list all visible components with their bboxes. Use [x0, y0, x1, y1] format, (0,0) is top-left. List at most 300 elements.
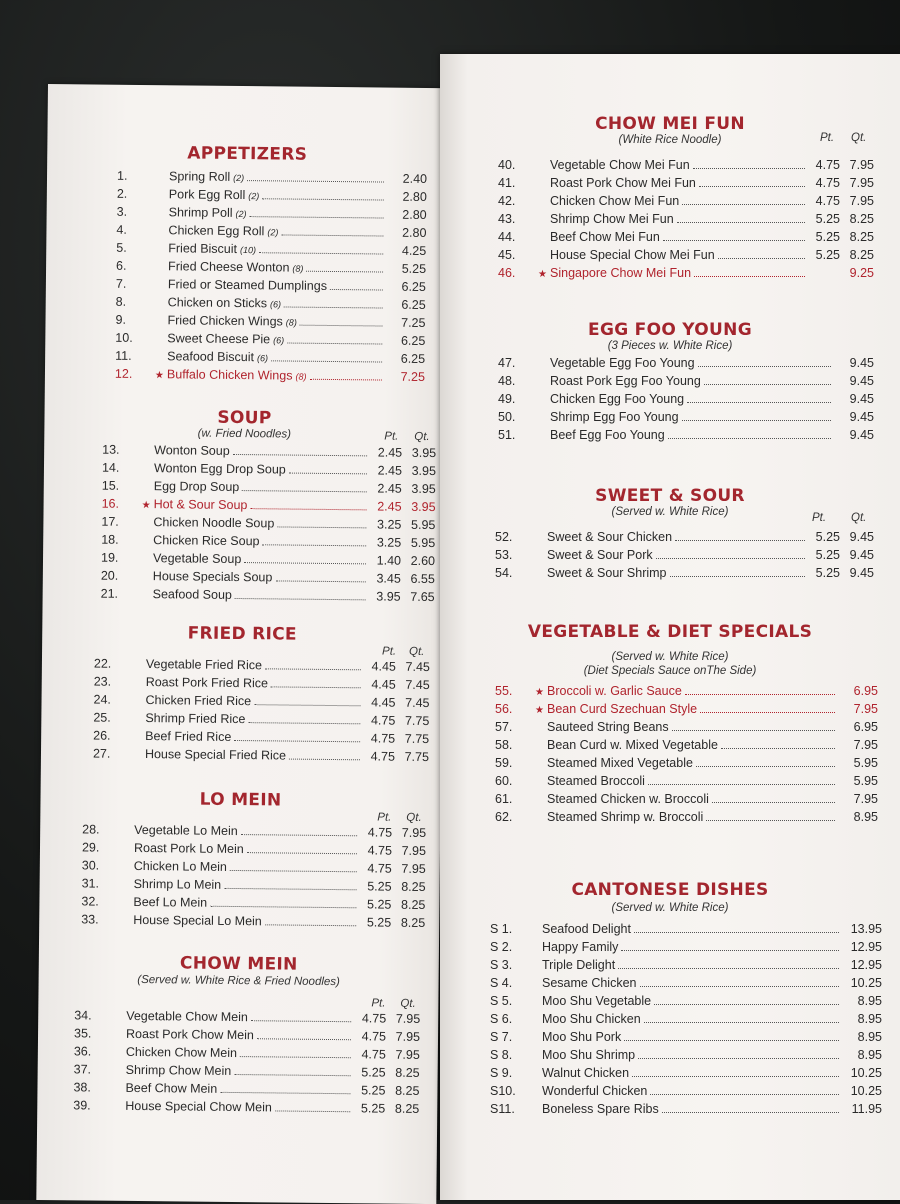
lo-mein-section	[41, 788, 441, 792]
quart-price: 7.45	[396, 678, 430, 692]
menu-item	[73, 1098, 419, 1120]
dot-leader	[696, 766, 835, 767]
item-number: S 7.	[490, 1030, 530, 1044]
item-name: House Special Lo Mein	[133, 913, 262, 928]
item-name: Broccoli w. Garlic Sauce	[547, 684, 682, 698]
dot-leader	[693, 168, 805, 169]
item-name: Beef Chow Mei Fun	[550, 230, 660, 244]
item-note: (6)	[257, 353, 268, 363]
section-title: CHOW MEI FUN	[440, 114, 900, 134]
dot-leader	[700, 712, 835, 713]
item-price: 6.95	[838, 684, 878, 698]
pint-price: 4.75	[808, 176, 840, 190]
item-name: Boneless Spare Ribs	[542, 1102, 659, 1116]
item-note: (6)	[270, 299, 281, 309]
item-price: 7.25	[385, 370, 425, 384]
dot-leader	[685, 694, 835, 695]
item-name: House Specials Soup	[153, 569, 273, 584]
dot-leader	[656, 558, 805, 559]
item-note: (8)	[295, 372, 306, 382]
dot-leader	[289, 759, 360, 761]
dot-leader	[235, 598, 366, 600]
quart-price: 3.95	[402, 464, 436, 478]
pint-price: 3.25	[369, 535, 401, 549]
dot-leader	[648, 784, 835, 785]
star-icon: ★	[155, 370, 167, 381]
chow-mei-fun-list	[498, 158, 874, 284]
pint-price: 5.25	[808, 248, 840, 262]
item-price: 6.25	[386, 280, 426, 294]
section-subtitle: (Served w. White Rice)	[440, 506, 900, 518]
sweet-sour-list	[495, 530, 874, 584]
item-number: S 9.	[490, 1066, 530, 1080]
item-name: Hot & Sour Soup	[154, 497, 248, 512]
item-name: Buffalo Chicken Wings	[167, 367, 293, 382]
item-name: Vegetable Fried Rice	[146, 657, 262, 672]
section-title: FRIED RICE	[42, 622, 442, 646]
item-price: 2.80	[386, 226, 426, 240]
menu-item	[498, 230, 874, 248]
item-number: 56.	[495, 702, 535, 716]
quart-price: 7.95	[840, 176, 874, 190]
item-number: 49.	[498, 392, 538, 406]
item-number: 12.	[115, 367, 155, 381]
item-price: 9.45	[834, 428, 874, 442]
item-number: 50.	[498, 410, 538, 424]
dot-leader	[257, 1038, 351, 1040]
item-number: S 8.	[490, 1048, 530, 1062]
star-icon: ★	[535, 705, 547, 716]
quart-price: 7.95	[386, 1012, 420, 1026]
item-note-wrap	[286, 315, 297, 329]
pt-label: Pt.	[377, 811, 391, 823]
item-price: 9.45	[834, 410, 874, 424]
menu-item	[490, 940, 882, 958]
item-price: 6.25	[385, 352, 425, 366]
item-number: 53.	[495, 548, 535, 562]
quart-price: 9.45	[840, 548, 874, 562]
pint-price: 4.75	[360, 861, 392, 875]
item-number: S 1.	[490, 922, 530, 936]
menu-item	[498, 176, 874, 194]
item-price: 12.95	[842, 958, 882, 972]
item-name: Happy Family	[542, 940, 618, 954]
item-price: 8.95	[842, 1030, 882, 1044]
pint-price: 5.25	[808, 566, 840, 580]
item-name: Beef Egg Foo Young	[550, 428, 665, 442]
item-name: Seafood Biscuit	[167, 349, 254, 364]
item-name: Steamed Shrimp w. Broccoli	[547, 810, 703, 824]
quart-price: 3.95	[402, 482, 436, 496]
star-icon: ★	[142, 500, 154, 511]
chow-mein-list	[73, 1008, 420, 1120]
item-name: Steamed Chicken w. Broccoli	[547, 792, 709, 806]
item-price: 8.95	[842, 1012, 882, 1026]
dot-leader	[704, 384, 831, 385]
dot-leader	[650, 1094, 839, 1095]
star-icon: ★	[535, 687, 547, 698]
dot-leader	[618, 968, 839, 969]
dot-leader	[233, 454, 367, 456]
dot-leader	[248, 722, 360, 724]
quart-price: 8.25	[391, 898, 425, 912]
item-price: 10.25	[842, 1066, 882, 1080]
item-name: Chicken Egg Roll	[168, 223, 264, 238]
item-number: 43.	[498, 212, 538, 226]
menu-item	[490, 1066, 882, 1084]
item-name: Walnut Chicken	[542, 1066, 629, 1080]
dot-leader	[644, 1022, 839, 1023]
pint-price: 5.25	[360, 879, 392, 893]
item-number: 3.	[117, 205, 157, 219]
item-number: 7.	[116, 277, 156, 291]
quart-price: 8.25	[840, 212, 874, 226]
dot-leader	[262, 544, 366, 546]
menu-item	[495, 756, 878, 774]
item-number: 23.	[94, 675, 134, 689]
dot-leader	[712, 802, 835, 803]
quart-price: 8.25	[385, 1102, 419, 1116]
pint-price: 4.45	[364, 677, 396, 691]
qt-label: Qt.	[851, 512, 866, 524]
menu-item	[498, 158, 874, 176]
vegetable-diet-list	[495, 684, 878, 828]
pt-label: Pt.	[812, 512, 826, 524]
item-name: Roast Pork Egg Foo Young	[550, 374, 701, 388]
section-subtitle: (Served w. White Rice)	[440, 651, 900, 663]
item-number: 19.	[101, 551, 141, 565]
item-name: Fried Biscuit	[168, 241, 237, 256]
pint-price: 5.25	[359, 897, 391, 911]
qt-label: Qt.	[400, 998, 415, 1010]
pint-price: 4.75	[808, 158, 840, 172]
item-price: 9.45	[834, 374, 874, 388]
item-number: 11.	[115, 349, 155, 363]
menu-item	[498, 194, 874, 212]
item-number: 15.	[102, 479, 142, 493]
dot-leader	[721, 748, 835, 749]
item-name: Vegetable Chow Mein	[126, 1009, 248, 1024]
item-name: Fried Cheese Wonton	[168, 259, 290, 274]
item-number: 27.	[93, 747, 133, 761]
item-number: 59.	[495, 756, 535, 770]
item-price: 12.95	[842, 940, 882, 954]
pt-label: Pt.	[820, 132, 834, 144]
item-note-wrap	[273, 332, 284, 346]
pint-price: 2.45	[370, 463, 402, 477]
item-number: 34.	[74, 1008, 114, 1022]
fried-rice-section	[42, 622, 442, 626]
menu-item	[495, 702, 878, 720]
quart-price: 2.60	[401, 554, 435, 568]
item-number: 44.	[498, 230, 538, 244]
pint-price: 4.45	[364, 659, 396, 673]
item-name: House Special Chow Mei Fun	[550, 248, 715, 262]
pint-price: 5.25	[808, 230, 840, 244]
item-name: Sweet & Sour Pork	[547, 548, 653, 562]
dot-leader	[300, 325, 383, 327]
item-name: Chicken Noodle Soup	[153, 515, 274, 530]
menu-item	[490, 958, 882, 976]
item-number: 62.	[495, 810, 535, 824]
dot-leader	[309, 379, 381, 381]
dot-leader	[262, 198, 384, 200]
appetizers-section	[47, 142, 447, 146]
section-subtitle: (w. Fried Noodles)	[44, 426, 444, 442]
section-title: SWEET & SOUR	[440, 486, 900, 506]
pt-label: Pt.	[384, 431, 398, 443]
appetizers-list	[115, 169, 427, 388]
item-number: 58.	[495, 738, 535, 752]
item-name: Beef Fried Rice	[145, 729, 231, 744]
dot-leader	[687, 402, 831, 403]
quart-price: 3.95	[402, 500, 436, 514]
item-number: 57.	[495, 720, 535, 734]
qt-label: Qt.	[851, 132, 866, 144]
menu-item	[498, 266, 874, 284]
dot-leader	[240, 1056, 351, 1058]
item-name: Singapore Chow Mei Fun	[550, 266, 691, 280]
dot-leader	[277, 526, 366, 528]
item-name: Roast Pork Lo Mein	[134, 841, 244, 856]
pint-price: 4.75	[354, 1029, 386, 1043]
pint-price: 5.25	[808, 530, 840, 544]
item-name: Roast Pork Fried Rice	[146, 675, 268, 690]
dot-leader	[275, 1110, 350, 1112]
item-name: Roast Pork Chow Mein	[126, 1027, 254, 1042]
fried-rice-list	[93, 657, 430, 769]
quart-price: 7.95	[392, 862, 426, 876]
menu-item	[490, 1048, 882, 1066]
quart-price: 7.75	[395, 750, 429, 764]
item-number: 61.	[495, 792, 535, 806]
item-number: S 6.	[490, 1012, 530, 1026]
item-name: Chicken Chow Mei Fun	[550, 194, 679, 208]
item-name: Bean Curd w. Mixed Vegetable	[547, 738, 718, 752]
dot-leader	[247, 852, 357, 854]
menu-item	[490, 1012, 882, 1030]
item-name: Chicken Fried Rice	[145, 693, 251, 708]
pt-label: Pt.	[382, 646, 396, 658]
pint-price: 2.45	[370, 445, 402, 459]
dot-leader	[706, 820, 835, 821]
dot-leader	[638, 1058, 839, 1059]
item-note-wrap	[295, 369, 306, 383]
item-name: Shrimp Lo Mein	[134, 877, 222, 892]
item-price: 7.95	[838, 792, 878, 806]
menu-item	[490, 1030, 882, 1048]
item-name: Steamed Mixed Vegetable	[547, 756, 693, 770]
quart-price: 9.45	[840, 566, 874, 580]
item-number: 18.	[101, 533, 141, 547]
quart-price: 7.95	[386, 1048, 420, 1062]
item-number: 51.	[498, 428, 538, 442]
item-price: 2.80	[387, 190, 427, 204]
item-number: 22.	[94, 657, 134, 671]
dot-leader	[670, 576, 806, 577]
dot-leader	[621, 950, 839, 951]
item-price: 5.95	[838, 756, 878, 770]
dot-leader	[663, 240, 805, 241]
quart-price: 8.25	[386, 1066, 420, 1080]
item-number: 20.	[101, 569, 141, 583]
quart-price: 8.25	[385, 1084, 419, 1098]
item-number: 40.	[498, 158, 538, 172]
item-price: 10.25	[842, 976, 882, 990]
item-number: 10.	[115, 331, 155, 345]
dot-leader	[234, 1074, 350, 1076]
item-note-wrap	[233, 170, 244, 184]
dot-leader	[654, 1004, 839, 1005]
item-name: Moo Shu Vegetable	[542, 994, 651, 1008]
menu-item	[498, 374, 874, 392]
dot-leader	[242, 490, 367, 492]
quart-price: 8.25	[840, 248, 874, 262]
qt-label: Qt.	[406, 812, 421, 824]
section-subtitle-2: (Diet Specials Sauce onThe Side)	[440, 665, 900, 677]
item-name: Fried or Steamed Dumplings	[168, 277, 327, 293]
item-name: Egg Drop Soup	[154, 479, 240, 494]
item-number: 45.	[498, 248, 538, 262]
item-number: 41.	[498, 176, 538, 190]
item-name: Chicken Lo Mein	[134, 859, 227, 874]
item-number: 6.	[116, 259, 156, 273]
quart-price: 5.95	[401, 536, 435, 550]
item-name: Moo Shu Pork	[542, 1030, 621, 1044]
quart-price: 7.45	[395, 696, 429, 710]
item-name: Seafood Soup	[153, 587, 232, 602]
dot-leader	[234, 740, 360, 742]
menu-item	[498, 356, 874, 374]
pint-price: 4.75	[363, 749, 395, 763]
item-number: 46.	[498, 266, 538, 280]
item-number: 25.	[93, 711, 133, 725]
dot-leader	[259, 252, 383, 254]
menu-item	[490, 1084, 882, 1102]
menu-item	[495, 684, 878, 702]
item-price: 5.95	[838, 774, 878, 788]
item-note: (2)	[267, 227, 278, 237]
item-number: 4.	[116, 223, 156, 237]
dot-leader	[247, 180, 384, 182]
item-name: Wonderful Chicken	[542, 1084, 647, 1098]
dot-leader	[250, 508, 366, 510]
item-number: 1.	[117, 169, 157, 183]
item-name: Pork Egg Roll	[169, 187, 246, 202]
item-price: 6.25	[386, 298, 426, 312]
item-price: 6.95	[838, 720, 878, 734]
item-number: 13.	[102, 443, 142, 457]
item-name: Chicken Chow Mein	[126, 1045, 237, 1060]
soup-section	[45, 406, 445, 410]
item-number: 42.	[498, 194, 538, 208]
dot-leader	[632, 1076, 839, 1077]
pint-price: 2.45	[370, 481, 402, 495]
item-name: Sauteed String Beans	[547, 720, 669, 734]
section-title: APPETIZERS	[47, 142, 447, 166]
section-title: LO MEIN	[40, 788, 440, 812]
item-price: 7.95	[838, 738, 878, 752]
item-price: 11.95	[842, 1102, 882, 1116]
dot-leader	[284, 306, 383, 308]
dot-leader	[718, 258, 805, 259]
menu-item	[495, 738, 878, 756]
item-number: 29.	[82, 840, 122, 854]
menu-item	[495, 720, 878, 738]
item-number: 54.	[495, 566, 535, 580]
egg-foo-young-list	[498, 356, 874, 446]
quart-price: 3.95	[402, 446, 436, 460]
item-number: 39.	[73, 1098, 113, 1112]
item-note: (6)	[273, 335, 284, 345]
pint-price: 2.45	[370, 499, 402, 513]
pint-price: 5.25	[353, 1101, 385, 1115]
dot-leader	[241, 834, 357, 836]
qt-label: Qt.	[414, 431, 429, 443]
menu-item	[495, 774, 878, 792]
item-name: Triple Delight	[542, 958, 615, 972]
item-note: (10)	[240, 245, 256, 255]
item-number: 14.	[102, 461, 142, 475]
item-number: 2.	[117, 187, 157, 201]
item-name: Steamed Broccoli	[547, 774, 645, 788]
quart-price: 8.25	[840, 230, 874, 244]
item-number: 52.	[495, 530, 535, 544]
item-number: 17.	[101, 515, 141, 529]
menu-item	[93, 747, 429, 769]
item-number: S10.	[490, 1084, 530, 1098]
quart-price: 7.95	[392, 826, 426, 840]
menu-item	[495, 530, 874, 548]
item-number: 33.	[81, 912, 121, 926]
item-number: S 2.	[490, 940, 530, 954]
item-price: 8.95	[838, 810, 878, 824]
pint-price: 4.75	[808, 194, 840, 208]
item-name: Vegetable Egg Foo Young	[550, 356, 695, 370]
chow-mein-section	[39, 952, 439, 956]
item-price: 8.95	[842, 1048, 882, 1062]
item-name: Vegetable Lo Mein	[134, 823, 238, 838]
item-name: Vegetable Chow Mei Fun	[550, 158, 690, 172]
item-note-wrap	[267, 224, 278, 238]
dot-leader	[265, 924, 356, 926]
item-number: 31.	[82, 876, 122, 890]
quart-price: 8.25	[392, 880, 426, 894]
item-number: 38.	[73, 1080, 113, 1094]
item-number: 26.	[93, 729, 133, 743]
menu-item	[490, 976, 882, 994]
section-title: SOUP	[44, 406, 444, 430]
section-title: EGG FOO YOUNG	[440, 320, 900, 340]
item-name: Shrimp Chow Mein	[126, 1063, 232, 1078]
dot-leader	[265, 668, 361, 670]
dot-leader	[251, 1020, 351, 1022]
item-number: 28.	[82, 822, 122, 836]
pint-price: 5.25	[808, 212, 840, 226]
menu-item	[495, 792, 878, 810]
section-title: CANTONESE DISHES	[440, 880, 900, 900]
item-name: Wonton Soup	[154, 443, 230, 458]
menu-item	[490, 994, 882, 1012]
item-note-wrap	[248, 188, 259, 202]
item-price: 4.25	[386, 244, 426, 258]
item-price: 8.95	[842, 994, 882, 1008]
item-name: Seafood Delight	[542, 922, 631, 936]
pint-price: 4.75	[360, 825, 392, 839]
item-number: 37.	[74, 1062, 114, 1076]
item-number: 32.	[81, 894, 121, 908]
item-note: (2)	[233, 173, 244, 183]
